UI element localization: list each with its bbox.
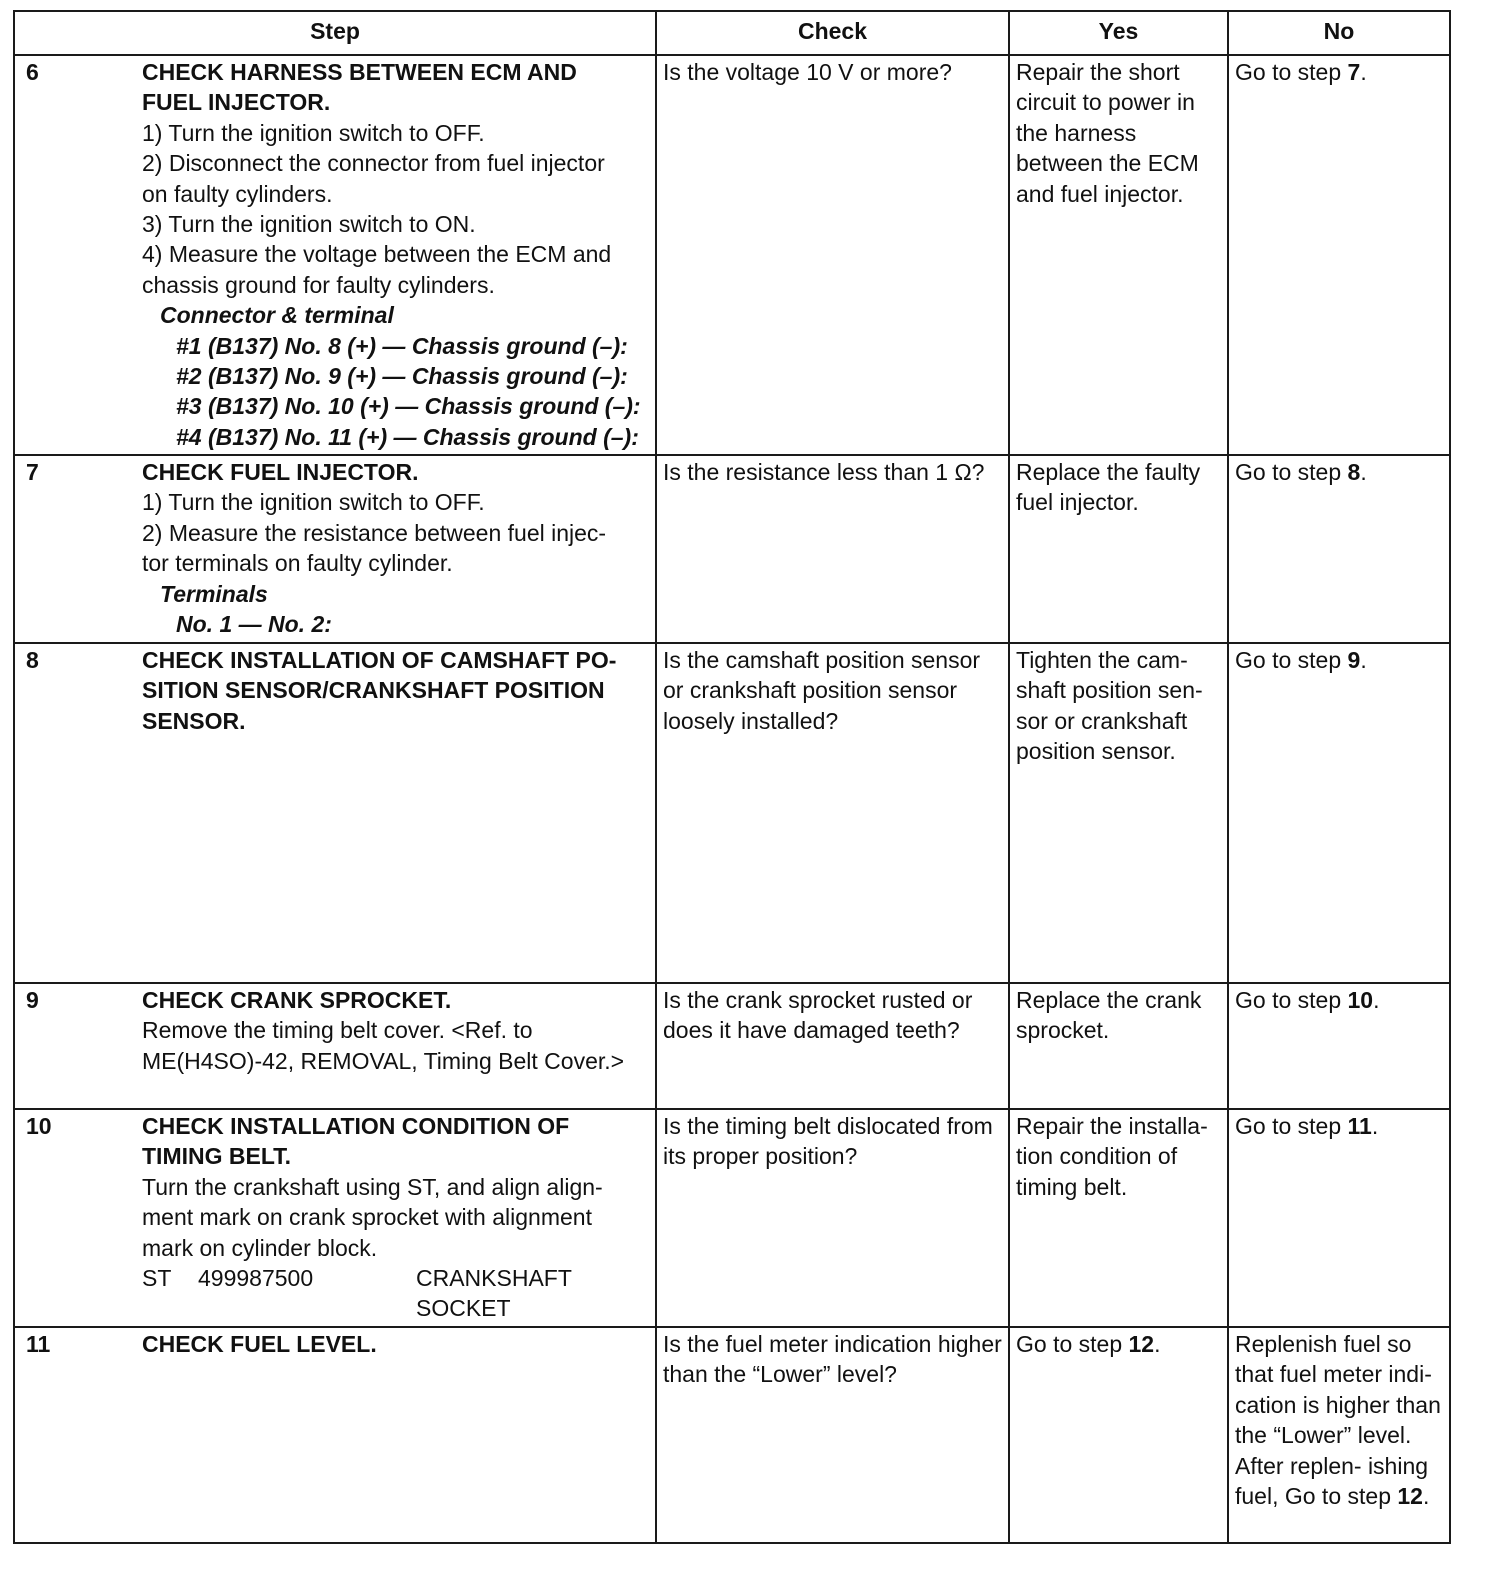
step-instruction: chassis ground for faulty cylinders. [142, 271, 495, 298]
no-suffix: . [1360, 647, 1367, 673]
no-text [1235, 644, 1443, 675]
check-cell [656, 1109, 1009, 1327]
yes-text: Repair the installa- tion condition of timing belt. [1016, 1113, 1208, 1200]
step-title: CHECK FUEL LEVEL. [142, 1331, 377, 1357]
no-suffix: . [1373, 987, 1380, 1013]
check-text: Is the resistance less than 1 Ω? [663, 459, 985, 485]
yes-text: Repair the short circuit to power in the harness between the ECM and fuel injector. [1016, 59, 1199, 207]
no-prefix: Go to step [1235, 1113, 1348, 1139]
no-prefix: Go to step [1235, 459, 1348, 485]
step-title: TIMING BELT. [142, 1143, 292, 1170]
step-title: CHECK INSTALLATION OF CAMSHAFT PO- [142, 647, 617, 673]
step-number: 7 [26, 459, 39, 485]
step-number: 8 [26, 647, 39, 673]
no-cell [1228, 1109, 1450, 1327]
table-row-step-10 [14, 1109, 1450, 1327]
step-instruction: 1) Turn the ignition switch to OFF. [142, 119, 485, 146]
check-text: Is the fuel meter indication higher than the “Lower” level? [663, 1331, 1002, 1388]
step-title: CHECK FUEL INJECTOR. [142, 459, 419, 485]
check-cell [656, 55, 1009, 455]
no-prefix: Go to step [1235, 647, 1348, 673]
table-row-step-8 [14, 643, 1450, 983]
spec-line: #1 (B137) No. 8 (+) — Chassis ground (–): [176, 332, 628, 359]
step-body [142, 645, 649, 736]
table-row-step-9 [14, 983, 1450, 1109]
step-number: 10 [26, 1113, 52, 1139]
diagnostic-table-page [13, 10, 1449, 1544]
no-suffix: . [1371, 1113, 1379, 1139]
step-cell [14, 983, 656, 1109]
yes-text: Replace the crank sprocket. [1016, 987, 1202, 1044]
no-step-ref: 12 [1397, 1483, 1423, 1510]
step-title: SITION SENSOR/CRANKSHAFT POSITION [142, 677, 605, 704]
check-text: Is the voltage 10 V or more? [663, 59, 952, 85]
special-tool-name [416, 1263, 647, 1324]
no-cell [1228, 455, 1450, 643]
yes-cell [1009, 643, 1228, 983]
step-title: CHECK CRANK SPROCKET. [142, 987, 452, 1013]
step-body [142, 457, 649, 639]
step-body [142, 1329, 649, 1359]
spec-line: #2 (B137) No. 9 (+) — Chassis ground (–): [176, 363, 628, 390]
no-text [1235, 456, 1443, 487]
yes-text [1016, 1328, 1221, 1359]
yes-suffix: . [1154, 1331, 1161, 1357]
yes-text: Replace the faulty fuel injector. [1016, 459, 1201, 516]
step-number: 9 [26, 987, 39, 1013]
step-instruction: 2) Disconnect the connector from fuel injector [142, 150, 605, 177]
no-step-ref: 9 [1347, 647, 1361, 673]
no-cell [1228, 1327, 1450, 1543]
no-cell [1228, 983, 1450, 1109]
no-text [1235, 1110, 1443, 1141]
table-row-step-7 [14, 455, 1450, 643]
special-tool-name-line: CRANKSHAFT [416, 1265, 572, 1292]
yes-prefix: Go to step [1016, 1331, 1129, 1357]
step-instruction: ME(H4SO)-42, REMOVAL, Timing Belt Cover.> [142, 1047, 625, 1074]
no-suffix: . [1422, 1483, 1430, 1510]
check-text: Is the camshaft position sensor or crankshaft position sensor loosely installed? [663, 647, 981, 734]
spec-heading: Terminals [160, 580, 268, 607]
no-step-ref: 8 [1347, 459, 1361, 485]
step-instruction: Turn the crankshaft using ST, and align align- [142, 1173, 603, 1200]
no-text [1235, 56, 1443, 87]
no-prefix: Go to step [1235, 59, 1348, 85]
step-body [142, 57, 649, 452]
step-title: SENSOR. [142, 707, 246, 734]
check-text: Is the timing belt dislocated from its proper position? [663, 1113, 993, 1170]
table-row-step-11 [14, 1327, 1450, 1543]
yes-cell [1009, 1109, 1228, 1327]
no-body: Replenish fuel so that fuel meter indi- cation is higher than the “Lower” level. After replen- ishing fuel, Go to step [1235, 1331, 1441, 1510]
yes-text: Tighten the cam- shaft position sen- sor or crankshaft position sensor. [1016, 647, 1203, 765]
step-cell [14, 1109, 656, 1327]
no-step-ref: 10 [1347, 987, 1374, 1013]
spec-line: No. 1 — No. 2: [176, 611, 332, 638]
step-cell [14, 643, 656, 983]
spec-line: #4 (B137) No. 11 (+) — Chassis ground (–): [176, 423, 639, 450]
step-instruction: 2) Measure the resistance between fuel injec- [142, 519, 607, 546]
step-instruction: mark on cylinder block. [142, 1234, 378, 1261]
spec-line: #3 (B137) No. 10 (+) — Chassis ground (–): [176, 393, 641, 420]
header-step: Step [14, 11, 656, 55]
spec-heading: Connector & terminal [160, 302, 394, 329]
step-body [142, 1111, 649, 1324]
no-cell [1228, 643, 1450, 983]
step-body [142, 985, 649, 1076]
no-suffix: . [1360, 59, 1367, 85]
step-instruction: 3) Turn the ignition switch to ON. [142, 211, 476, 238]
no-text [1235, 984, 1443, 1015]
step-title: FUEL INJECTOR. [142, 89, 331, 116]
header-yes: Yes [1009, 11, 1228, 55]
step-instruction: on faulty cylinders. [142, 180, 333, 207]
yes-cell [1009, 1327, 1228, 1543]
step-instruction: 4) Measure the voltage between the ECM and [142, 241, 612, 268]
step-cell [14, 55, 656, 455]
step-instruction: tor terminals on faulty cylinder. [142, 550, 453, 577]
check-text: Is the crank sprocket rusted or does it have damaged teeth? [663, 987, 973, 1044]
table-header-row [14, 11, 1450, 55]
step-title: CHECK HARNESS BETWEEN ECM AND [142, 59, 577, 85]
step-number: 11 [26, 1331, 51, 1357]
check-cell [656, 643, 1009, 983]
check-cell [656, 983, 1009, 1109]
yes-step-ref: 12 [1128, 1331, 1155, 1357]
no-cell [1228, 55, 1450, 455]
step-cell [14, 455, 656, 643]
special-tool-name-line: SOCKET [416, 1295, 511, 1322]
special-tool-part-number: 499987500 [198, 1265, 314, 1292]
no-step-ref: 7 [1347, 59, 1361, 85]
yes-cell [1009, 983, 1228, 1109]
yes-cell [1009, 55, 1228, 455]
check-cell [656, 455, 1009, 643]
step-cell [14, 1327, 656, 1543]
no-step-ref: 11 [1347, 1113, 1372, 1139]
yes-cell [1009, 455, 1228, 643]
no-text [1235, 1328, 1443, 1511]
no-suffix: . [1360, 459, 1367, 485]
step-instruction: Remove the timing belt cover. <Ref. to [142, 1017, 533, 1044]
special-tool-label: ST [142, 1265, 172, 1292]
step-number: 6 [26, 59, 39, 85]
step-title: CHECK INSTALLATION CONDITION OF [142, 1113, 570, 1139]
diagnostic-table [13, 10, 1451, 1544]
no-prefix: Go to step [1235, 987, 1348, 1013]
step-instruction: ment mark on crank sprocket with alignment [142, 1204, 592, 1231]
check-cell [656, 1327, 1009, 1543]
special-tool-row [142, 1263, 647, 1324]
table-row-step-6 [14, 55, 1450, 455]
step-instruction: 1) Turn the ignition switch to OFF. [142, 489, 485, 516]
header-no: No [1228, 11, 1450, 55]
header-check: Check [656, 11, 1009, 55]
